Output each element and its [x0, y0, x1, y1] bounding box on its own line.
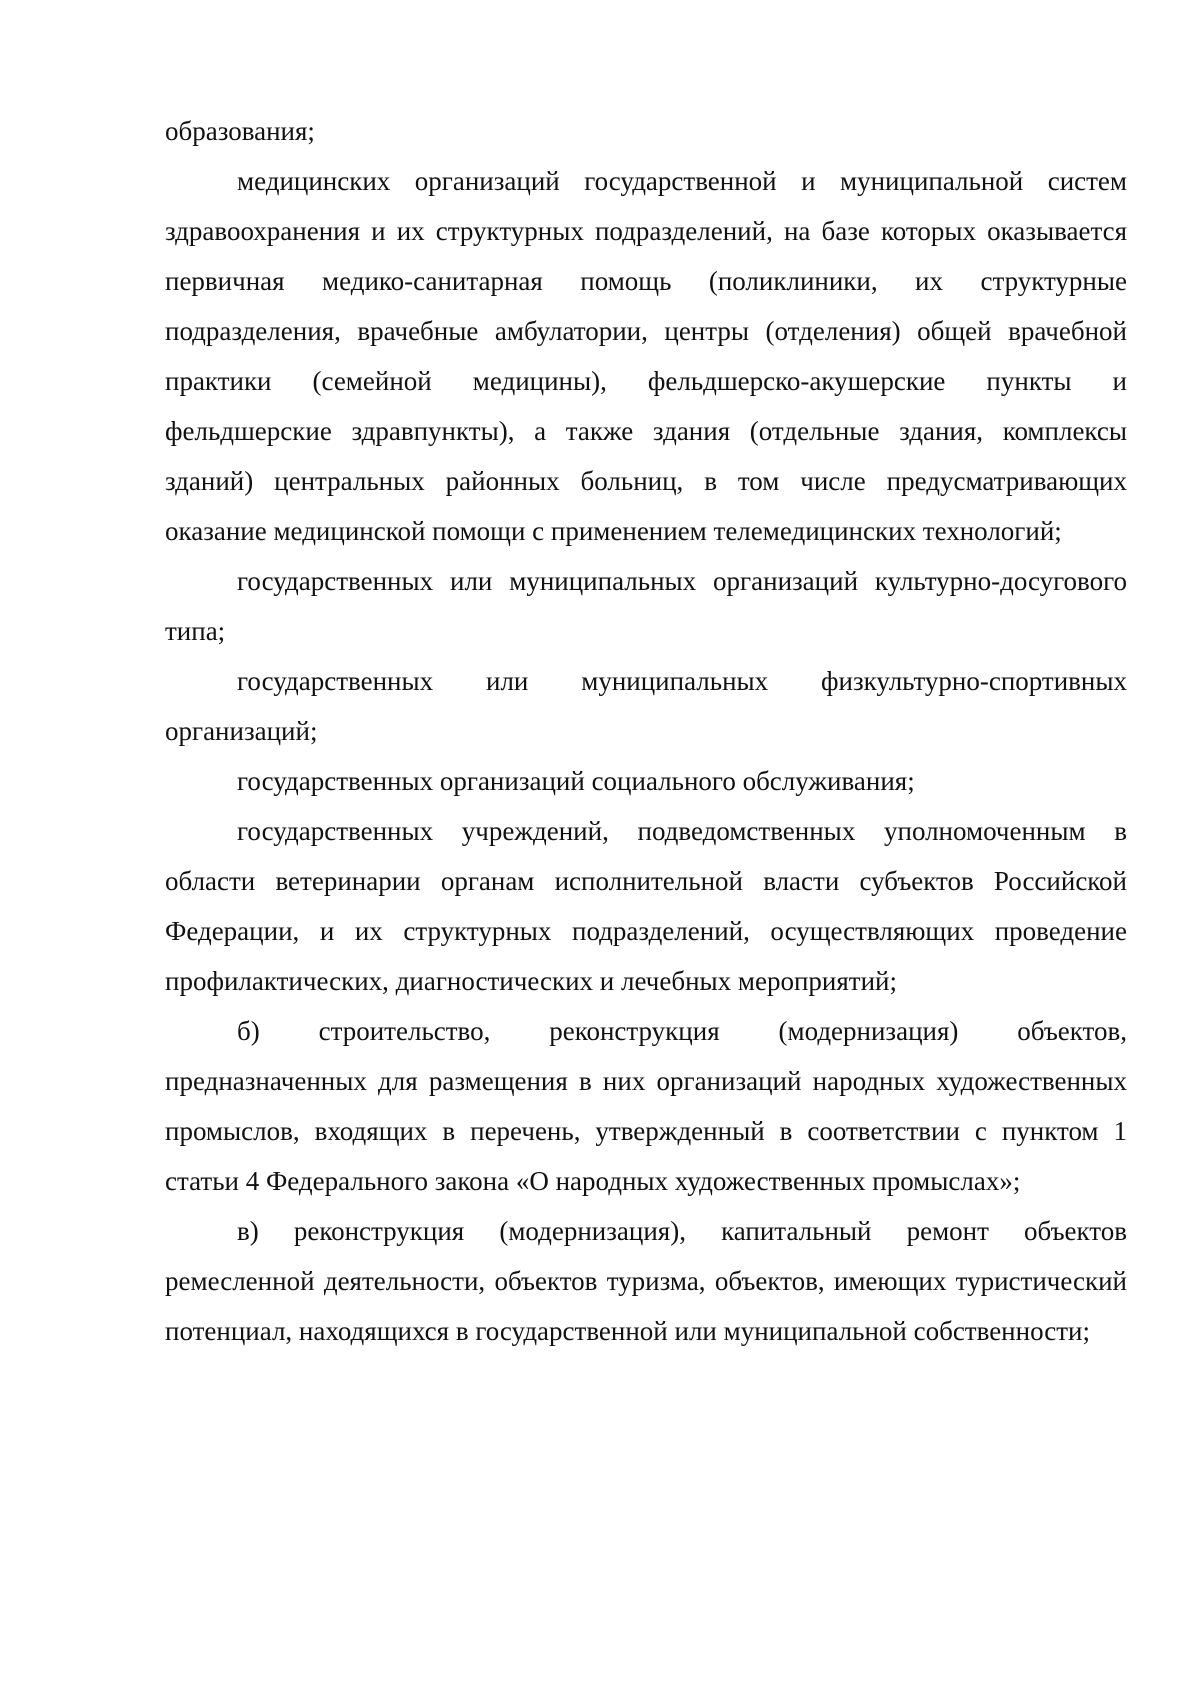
paragraph-item-v-tourism: в) реконструкция (модернизация), капитальный ремонт объектов ремесленной деятельности, объектов туризма, объектов, имеющих туристический потенциал, находящихся в государственной или муниципальной собственности;	[165, 1216, 1127, 1346]
document-body	[165, 106, 1127, 1356]
paragraph-social-service-organizations: государственных организаций социального обслуживания;	[237, 766, 915, 796]
paragraph-item-b-folk-crafts: б) строительство, реконструкция (модернизация) объектов, предназначенных для размещения в них организаций народных художественных промыслов, входящих в перечень, утвержденный в соответствии с пунктом 1 статьи 4 Федерального закона «О народных художественных промыслах»;	[165, 1016, 1127, 1196]
paragraph-cultural-organizations: государственных или муниципальных организаций культурно-досугового типа;	[165, 566, 1127, 646]
paragraph-sports-organizations: государственных или муниципальных физкультурно-спортивных организаций;	[165, 666, 1127, 746]
paragraph-veterinary-institutions: государственных учреждений, подведомственных уполномоченным в области ветеринарии органам исполнительной власти субъектов Российской Федерации, и их структурных подразделений, осуществляющих проведение профилактических, диагностических и лечебных мероприятий;	[165, 816, 1127, 996]
paragraph-medical-organizations: медицинских организаций государственной и муниципальной систем здравоохранения и их структурных подразделений, на базе которых оказывается первичная медико-санитарная помощь (поликлиники, их структурные подразделения, врачебные амбулатории, центры (отделения) общей врачебной практики (семейной медицины), фельдшерско-акушерские пункты и фельдшерские здравпункты), а также здания (отдельные здания, комплексы зданий) центральных районных больниц, в том числе предусматривающих оказание медицинской помощи с применением телемедицинских технологий;	[165, 166, 1127, 546]
paragraph-continuation: образования;	[165, 116, 315, 146]
